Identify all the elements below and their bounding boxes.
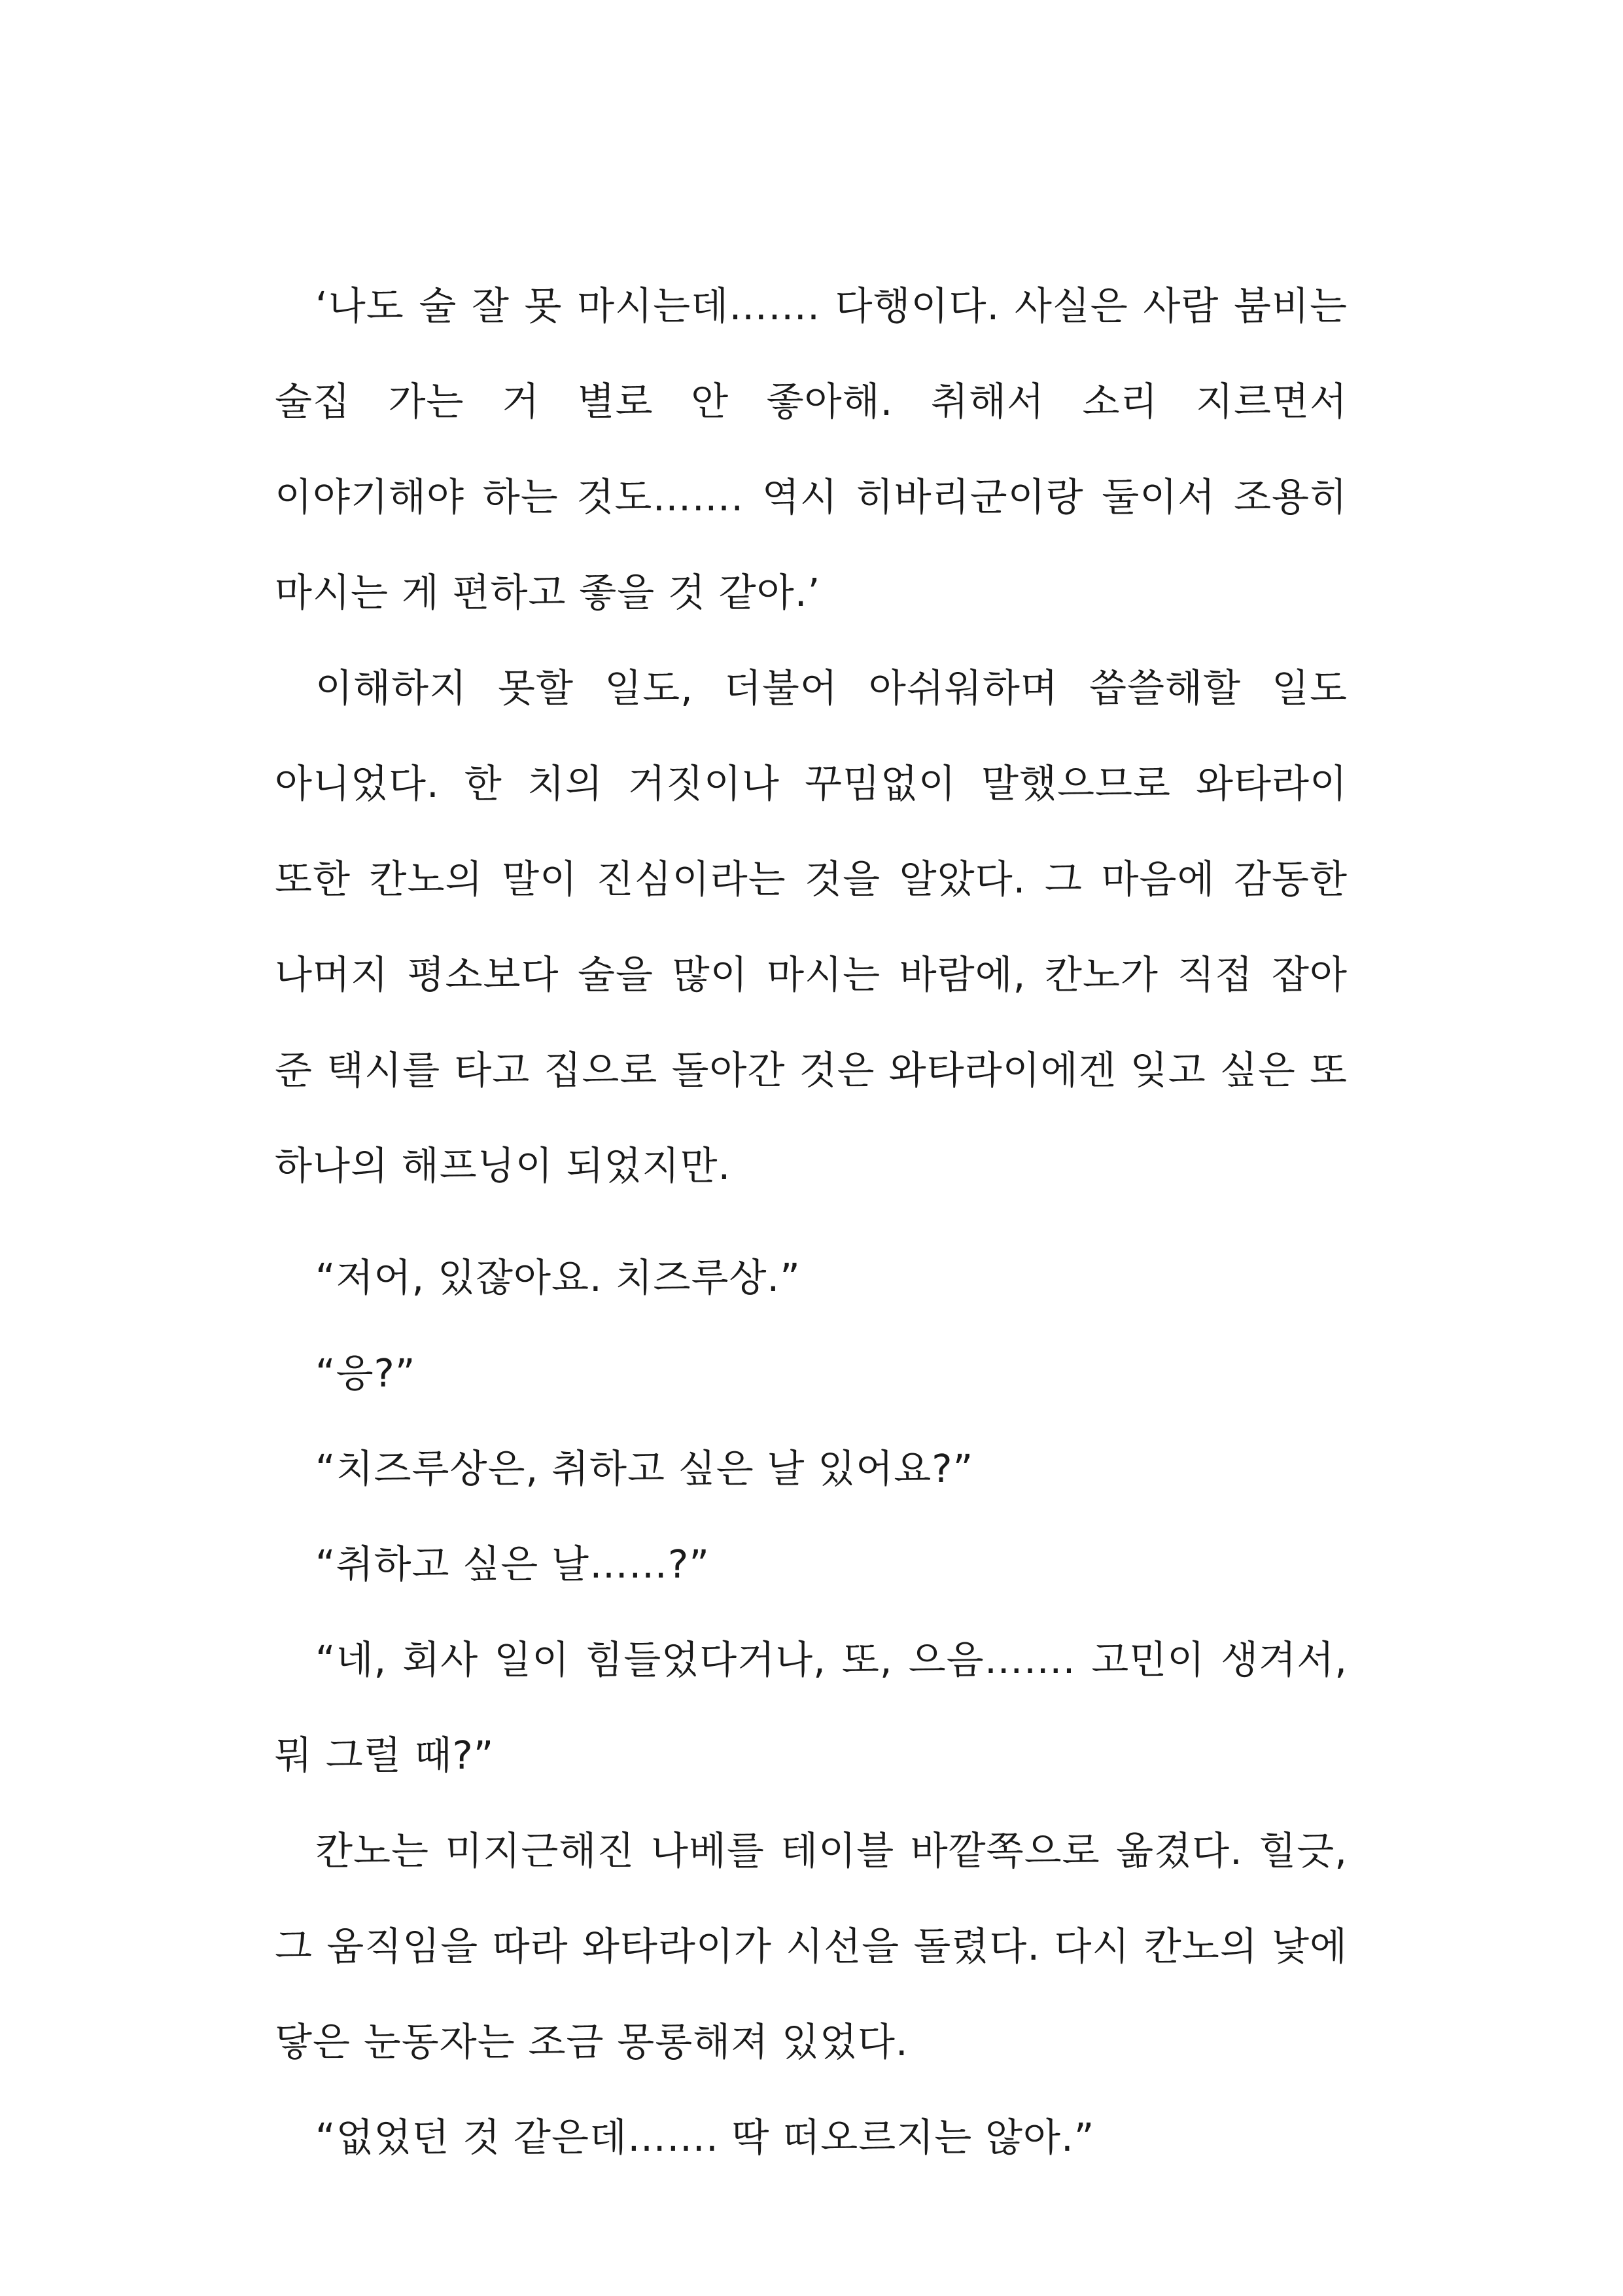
text-section-1 [275, 258, 1348, 1214]
dialogue-line: “응?” [315, 1351, 416, 1396]
dialogue-line: “네, 회사 일이 힘들었다거나, 또, 으음……. 고민이 생겨서, 뭐 그럴 때?” [275, 1637, 1348, 1778]
dialogue-line: “치즈루상은, 취하고 싶은 날 있어요?” [315, 1446, 974, 1491]
paragraph: 이해하지 못할 일도, 더불어 아쉬워하며 씁쓸해할 일도 아니었다. 한 치의 거짓이나 꾸밈없이 말했으므로 와타라이 또한 칸노의 말이 진심이라는 것을 알았다. 그 마음에 감동한 나머지 평소보다 술을 많이 마시는 바람에, 칸노가 직접 잡아 준 택시를 타고 집으로 돌아간 것은 와타라이에겐 잊고 싶은 또 하나의 해프닝이 되었지만. [275, 665, 1348, 1188]
paragraph: ‘나도 술 잘 못 마시는데……. 다행이다. 사실은 사람 붐비는 술집 가는 거 별로 안 좋아해. 취해서 소리 지르면서 이야기해야 하는 것도……. 역시 히바리군이랑 둘이서 조용히 마시는 게 편하고 좋을 것 같아.’ [275, 283, 1348, 615]
dialogue-line: “취하고 싶은 날……?” [315, 1542, 710, 1587]
text-section-2 [275, 1230, 1348, 2185]
dialogue-line: “없었던 것 같은데……. 딱 떠오르지는 않아.” [315, 2115, 1095, 2160]
dialogue-line: “저어, 있잖아요. 치즈루상.” [315, 1255, 801, 1300]
paragraph: 칸노는 미지근해진 나베를 테이블 바깥쪽으로 옮겼다. 힐긋, 그 움직임을 따라 와타라이가 시선을 돌렸다. 다시 칸노의 낯에 닿은 눈동자는 조금 몽롱해져 있었다. [275, 1828, 1348, 2064]
